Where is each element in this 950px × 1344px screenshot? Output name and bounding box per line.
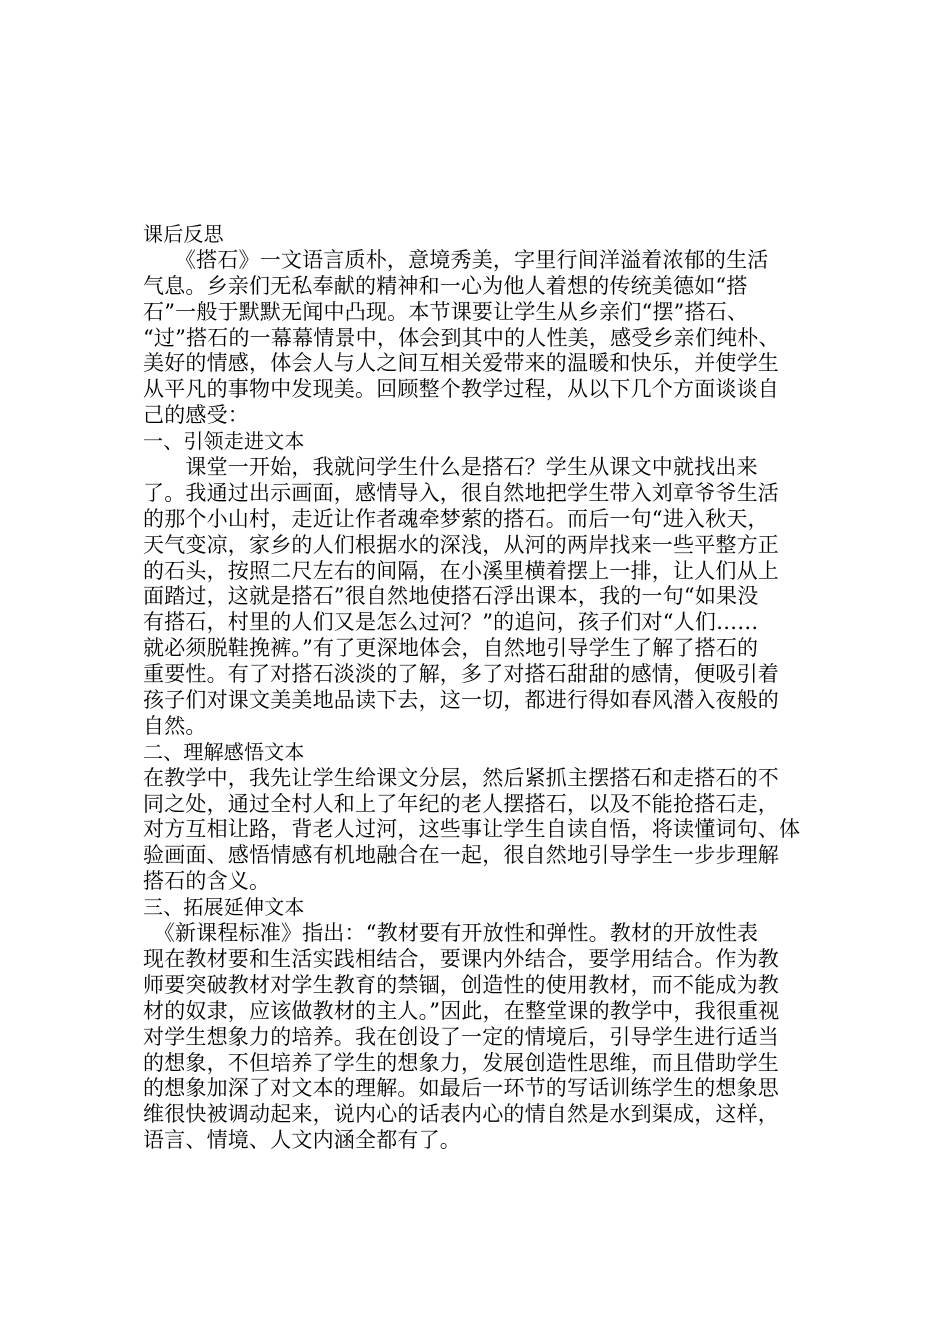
section1-line: 面踏过，这就是搭石”很自然地使搭石浮出课本，我的一句“如果没 [143, 584, 759, 609]
section1-line: 的那个小山村，走近让作者魂牵梦萦的搭石。而后一句“进入秋天， [143, 506, 769, 531]
section3-line: 对学生想象力的培养。我在创设了一定的情境后，引导学生进行适当 [143, 1024, 779, 1049]
intro-line: 美好的情感，体会人与人之间互相关爱带来的温暖和快乐，并使学生 [143, 351, 779, 376]
section3-line: 现在教材要和生活实践相结合，要课内外结合，要学用结合。作为教 [143, 946, 779, 971]
section1-line: 天气变凉，家乡的人们根据水的深浅，从河的两岸找来一些平整方正 [143, 532, 779, 557]
document-title: 课后反思 [143, 222, 224, 246]
intro-line: 石”一般于默默无闻中凸现。本节课要让学生从乡亲们“摆”搭石、 [143, 299, 749, 324]
intro-line: 《搭石》一文语言质朴，意境秀美，字里行间洋溢着浓郁的生活 [143, 247, 769, 272]
section1-heading: 一、引领走进文本 [143, 429, 305, 454]
section2-line: 搭石的含义。 [143, 869, 271, 894]
section3-heading: 三、拓展延伸文本 [143, 895, 305, 920]
section1-line: 课堂一开始，我就问学生什么是搭石？学生从课文中就找出来 [143, 455, 758, 480]
intro-line: “过”搭石的一幕幕情景中，体会到其中的人性美，感受乡亲们纯朴、 [143, 325, 780, 350]
section1-line: 重要性。有了对搭石淡淡的了解，多了对搭石甜甜的感情，便吸引着 [143, 662, 779, 687]
section3-line: 材的奴隶，应该做教材的主人。”因此，在整堂课的教学中，我很重视 [143, 998, 780, 1023]
section3-line: 《新课程标准》指出：“教材要有开放性和弹性。教材的开放性表 [143, 921, 759, 946]
section1-line: 了。我通过出示画面，感情导入，很自然地把学生带入刘章爷爷生活 [143, 480, 779, 505]
section2-line: 同之处，通过全村人和上了年纪的老人摆搭石，以及不能抢搭石走， [143, 791, 779, 816]
section2-heading: 二、理解感悟文本 [143, 739, 305, 764]
section2-line: 验画面、感悟情感有机地融合在一起，很自然地引导学生一步步理解 [143, 843, 779, 868]
section1-line: 有搭石，村里的人们又是怎么过河？”的追问，孩子们对“人们…… [143, 610, 759, 635]
intro-line: 己的感受： [143, 403, 249, 428]
document-page [143, 222, 813, 1154]
section1-line: 就必须脱鞋挽裤。”有了更深地体会，自然地引导学生了解了搭石的 [143, 636, 759, 661]
section3-line: 语言、情境、人文内涵全都有了。 [143, 1128, 461, 1153]
section1-line: 的石头，按照二尺左右的间隔，在小溪里横着摆上一排，让人们从上 [143, 558, 779, 583]
section3-line: 师要突破教材对学生教育的禁锢，创造性的使用教材，而不能成为教 [143, 972, 779, 997]
section2-line: 在教学中，我先让学生给课文分层，然后紧抓主摆搭石和走搭石的不 [143, 765, 779, 790]
section3-line: 的想象加深了对文本的理解。如最后一环节的写话训练学生的想象思 [143, 1076, 779, 1101]
intro-line: 气息。乡亲们无私奉献的精神和一心为他人着想的传统美德如“搭 [143, 273, 748, 298]
section1-line: 自然。 [143, 713, 207, 738]
section2-line: 对方互相让路，背老人过河，这些事让学生自读自悟，将读懂词句、体 [143, 817, 801, 842]
section1-line: 孩子们对课文美美地品读下去，这一切，都进行得如春风潜入夜般的 [143, 688, 779, 713]
section3-line: 的想象，不但培养了学生的想象力，发展创造性思维，而且借助学生 [143, 1050, 779, 1075]
intro-line: 从平凡的事物中发现美。回顾整个教学过程，从以下几个方面谈谈自 [143, 377, 779, 402]
section3-line: 维很快被调动起来，说内心的话表内心的情自然是水到渠成，这样， [143, 1102, 779, 1127]
